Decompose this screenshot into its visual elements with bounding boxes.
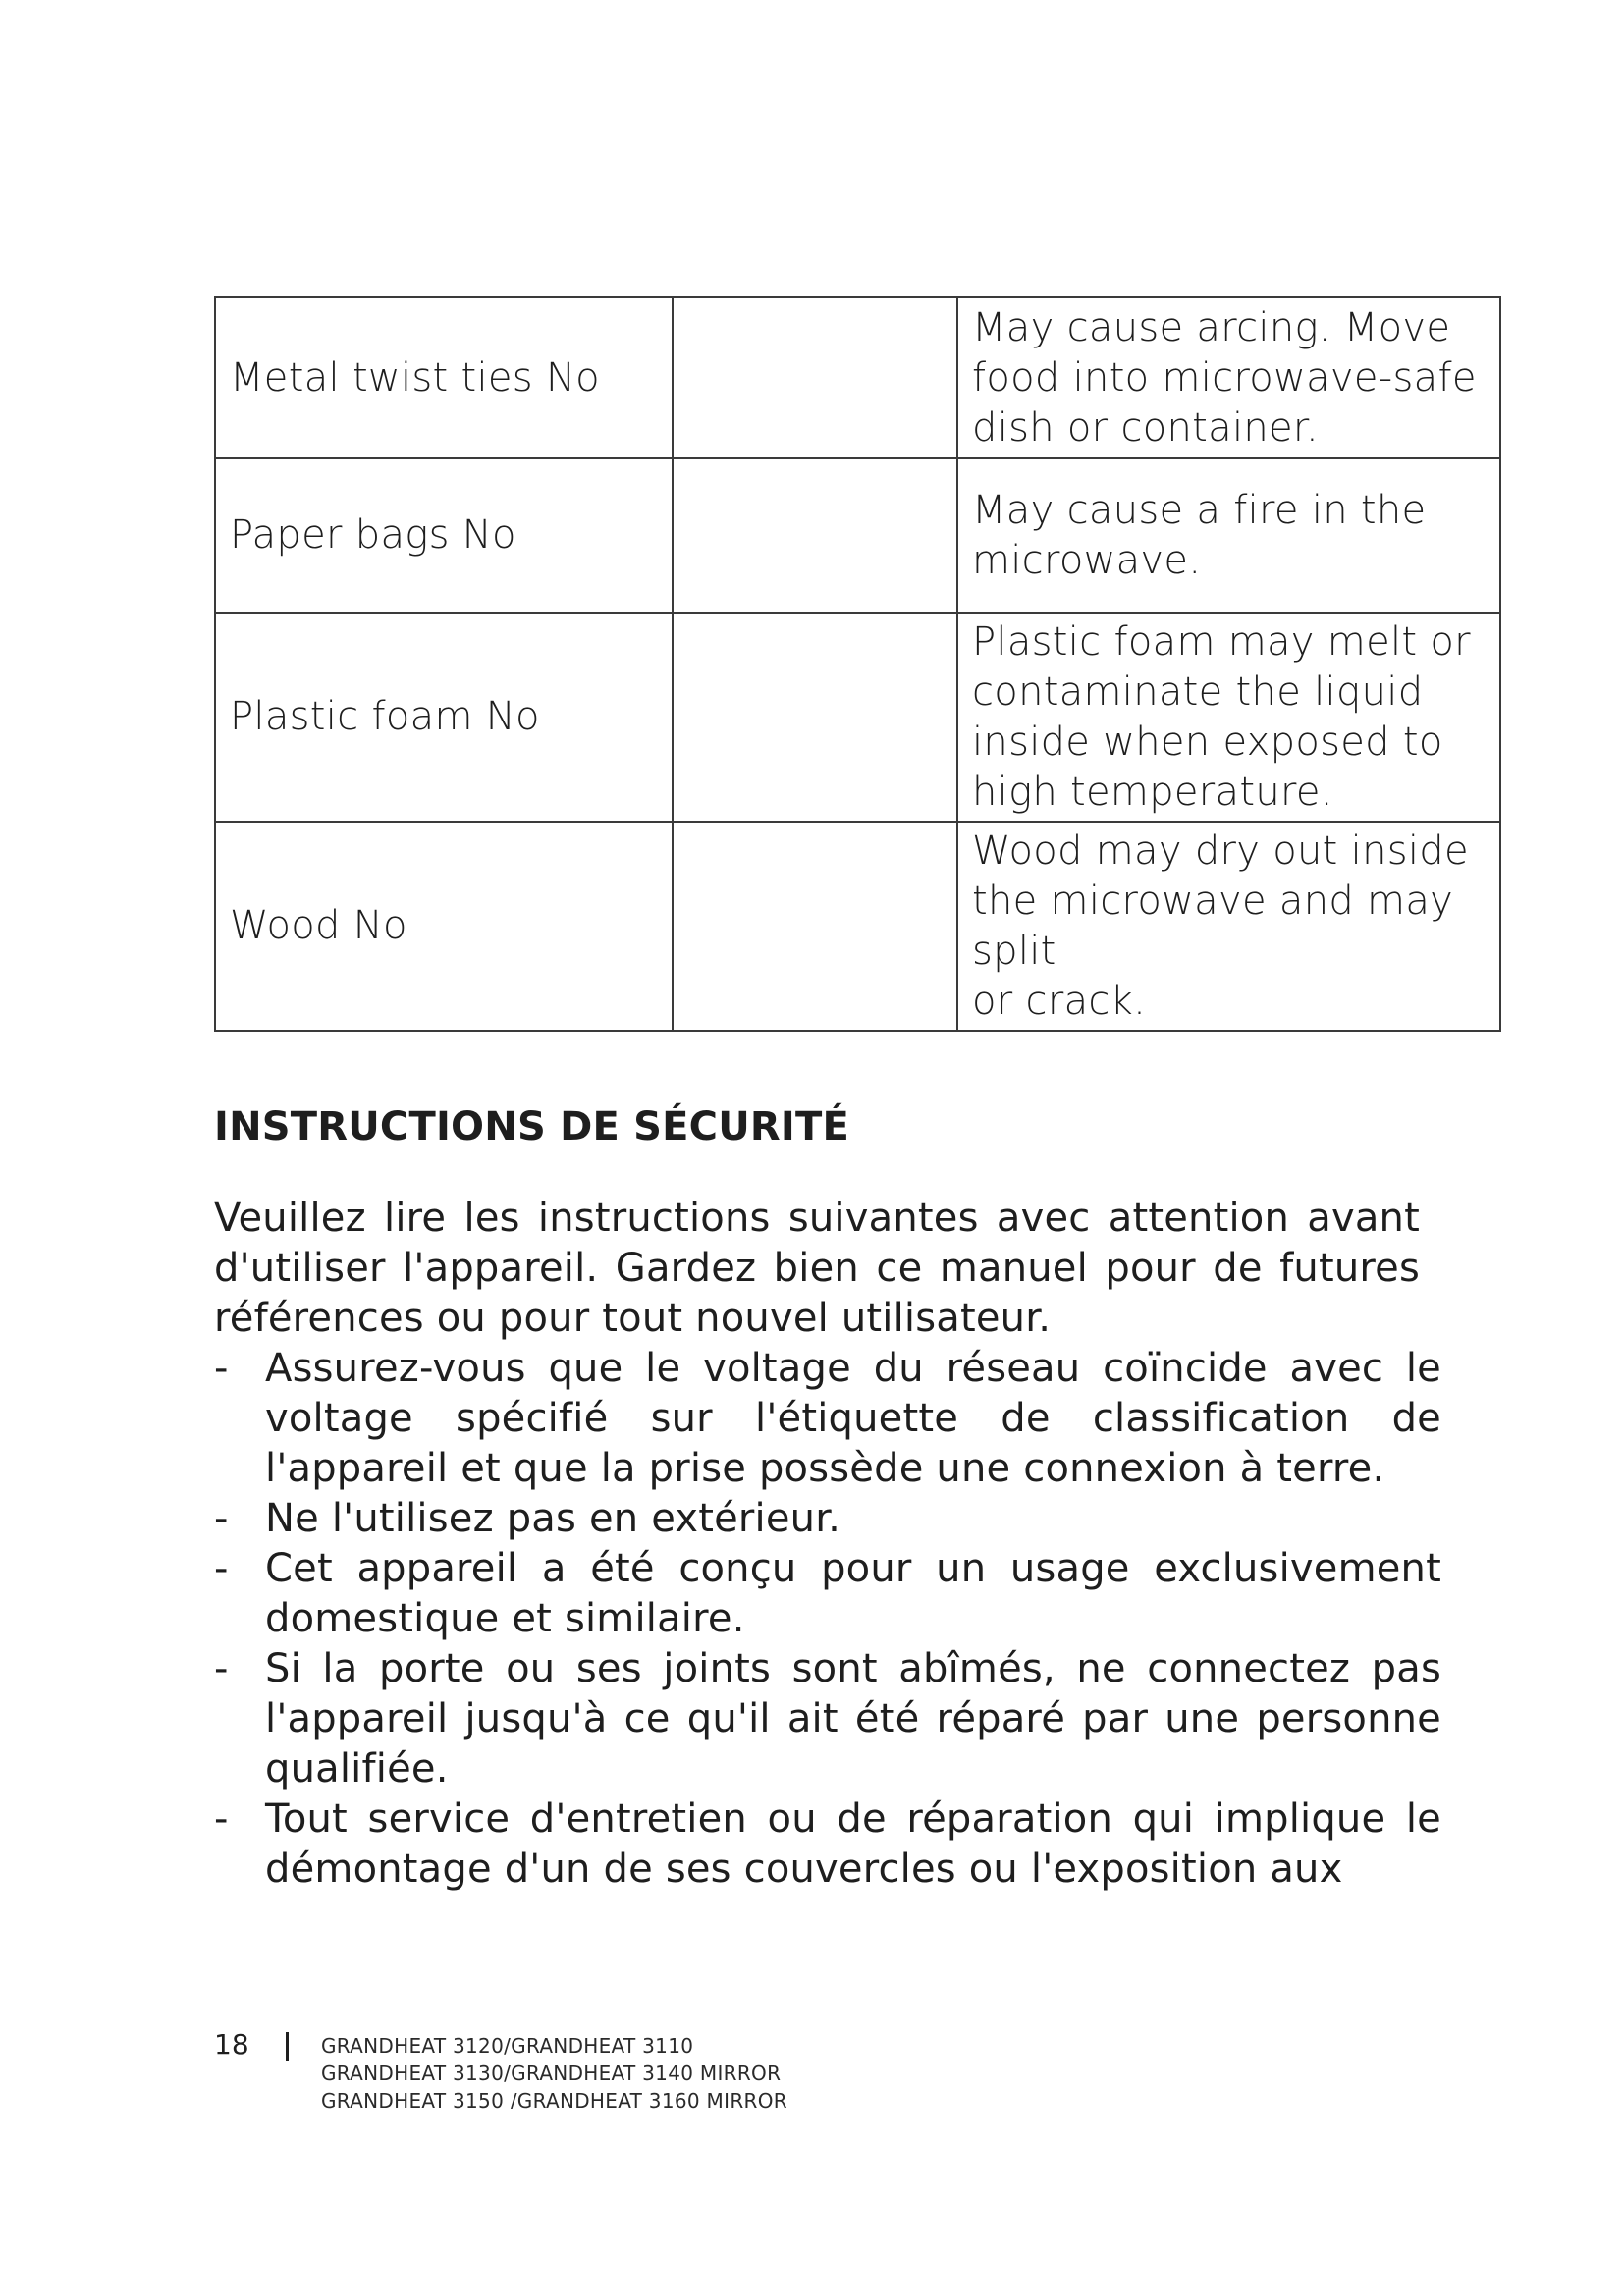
model-list bbox=[321, 2032, 787, 2114]
safety-instructions-list bbox=[214, 1344, 1441, 1895]
list-item-text: Si la porte ou ses joints sont abîmés, ne connectez pas l'appareil jusqu'à ce qu'il ait été réparé par une personne qualifiée. bbox=[265, 1646, 1441, 1791]
comment-line: or crack. bbox=[972, 978, 1147, 1024]
bullet-dash: - bbox=[214, 1546, 229, 1591]
item-cell: Paper bags No bbox=[215, 458, 673, 613]
empty-cell bbox=[673, 822, 957, 1031]
list-item-text: Ne l'utilisez pas en extérieur. bbox=[265, 1496, 841, 1541]
list-item-text: Cet appareil a été conçu pour un usage exclusivement domestique et similaire. bbox=[265, 1546, 1441, 1641]
comment-line: Plastic foam may melt or bbox=[972, 618, 1471, 665]
list-item-text: Assurez-vous que le voltage du réseau coïncide avec le voltage spécifié sur l'étiquette de classification de l'appareil et que la prise possède une connexion à terre. bbox=[265, 1346, 1441, 1491]
list-item-text: Tout service d'entretien ou de réparation qui implique le démontage d'un de ses couvercles ou l'exposition aux bbox=[265, 1796, 1441, 1892]
model-name: GRANDHEAT 3130/GRANDHEAT 3140 MIRROR bbox=[321, 2061, 782, 2085]
item-cell: Metal twist ties No bbox=[215, 297, 673, 458]
comment-cell bbox=[957, 822, 1500, 1031]
table-row bbox=[215, 458, 1500, 613]
item-cell: Plastic foam No bbox=[215, 613, 673, 822]
model-name: GRANDHEAT 3120/GRANDHEAT 3110 bbox=[321, 2034, 694, 2057]
page-number: 18 bbox=[214, 2028, 249, 2060]
empty-cell bbox=[673, 613, 957, 822]
comment-line: contaminate the liquid bbox=[972, 668, 1424, 715]
list-item bbox=[214, 1544, 1441, 1644]
comment-line: May cause arcing. Move bbox=[972, 304, 1451, 350]
table-row bbox=[215, 613, 1500, 822]
bullet-dash: - bbox=[214, 1496, 229, 1541]
model-name: GRANDHEAT 3150 /GRANDHEAT 3160 MIRROR bbox=[321, 2089, 787, 2112]
table-row bbox=[215, 297, 1500, 458]
list-item bbox=[214, 1344, 1441, 1494]
empty-cell bbox=[673, 297, 957, 458]
comment-line: high temperature. bbox=[972, 769, 1333, 815]
bullet-dash: - bbox=[214, 1796, 229, 1842]
list-item bbox=[214, 1494, 1441, 1544]
comment-line: the microwave and may bbox=[972, 878, 1454, 924]
comment-line: May cause a fire in the bbox=[972, 487, 1427, 533]
item-cell: Wood No bbox=[215, 822, 673, 1031]
footer-divider bbox=[286, 2032, 289, 2061]
comment-cell bbox=[957, 458, 1500, 613]
comment-line: inside when exposed to bbox=[972, 719, 1443, 765]
section-title: INSTRUCTIONS DE SÉCURITÉ bbox=[214, 1104, 849, 1149]
bullet-dash: - bbox=[214, 1346, 229, 1391]
comment-line: Wood may dry out inside bbox=[972, 828, 1469, 874]
intro-paragraph: Veuillez lire les instructions suivantes avec attention avant d'utiliser l'appareil. Gardez bien ce manuel pour de futures références ou pour tout nouvel utilisateur. bbox=[214, 1196, 1420, 1341]
comment-cell bbox=[957, 297, 1500, 458]
comment-cell bbox=[957, 613, 1500, 822]
compatibility-table bbox=[214, 296, 1501, 1032]
comment-line: dish or container. bbox=[972, 404, 1320, 451]
comment-line: microwave. bbox=[972, 537, 1202, 583]
comment-line: split bbox=[972, 928, 1056, 974]
list-item bbox=[214, 1794, 1441, 1895]
list-item bbox=[214, 1644, 1441, 1794]
table-row bbox=[215, 822, 1500, 1031]
bullet-dash: - bbox=[214, 1646, 229, 1691]
empty-cell bbox=[673, 458, 957, 613]
comment-line: food into microwave-safe bbox=[972, 354, 1477, 400]
